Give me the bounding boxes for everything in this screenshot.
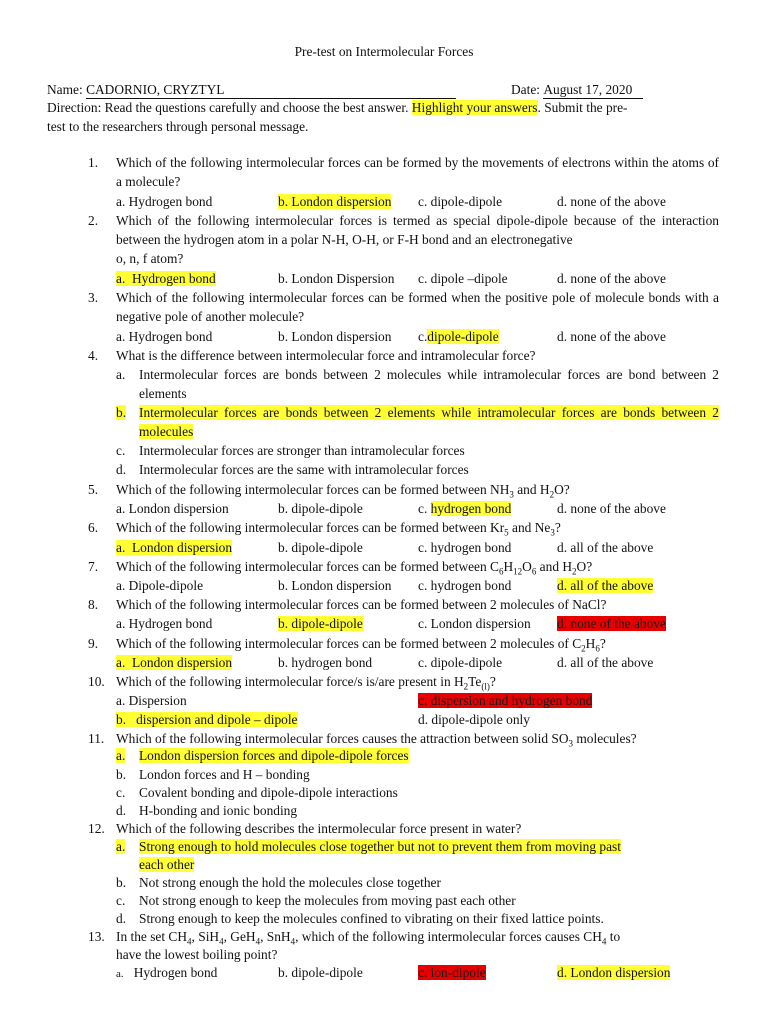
q8-number: 8. (88, 597, 99, 612)
q1-number: 1. (88, 155, 99, 170)
q11-option-d: H-bonding and ionic bonding (139, 803, 298, 818)
q2-option-c: c. dipole –dipole (418, 271, 508, 286)
q5-option-b: b. dipole-dipole (278, 501, 363, 516)
q8-text: Which of the following intermolecular forces can be formed between 2 molecules of NaCl? (116, 597, 607, 612)
name-value: CADORNIO, CRYZTYL (86, 82, 225, 97)
q12-option-d-letter: d. (116, 911, 127, 926)
directions-line-2: test to the researchers through personal message. (47, 119, 309, 134)
q4-option-b-letter: b. (116, 405, 127, 420)
q9-text: Which of the following intermolecular forces can be formed between 2 molecules of $C_2H_6$? (116, 636, 606, 654)
date-field (543, 82, 643, 99)
q12-option-c-letter: c. (116, 893, 126, 908)
q9-option-d: d. all of the above (557, 655, 654, 670)
q11-option-c: Covalent bonding and dipole-dipole interactions (139, 785, 398, 800)
q1-option-b-answer: b. London dispersion (278, 194, 392, 209)
q10-option-b-answer: dispersion and dipole – dipole (136, 712, 298, 727)
q12-option-b-letter: b. (116, 875, 127, 890)
q11-number: 11. (88, 731, 105, 746)
q7-option-b: b. London dispersion (278, 578, 392, 593)
q9-option-c: c. dipole-dipole (418, 655, 503, 670)
q12-text: Which of the following describes the intermolecular force present in water? (116, 821, 522, 836)
q1-text: Which of the following intermolecular forces can be formed by the movements of electrons within the atoms of a molecule? (116, 155, 719, 190)
q10-option-c-marked: dispersion and hydrogen bond (427, 693, 593, 708)
q8-option-a: a. Hydrogen bond (116, 616, 213, 631)
q4-option-c-letter: c. (116, 443, 126, 458)
q11-option-b-letter: b. (116, 767, 127, 782)
q12-option-d: Strong enough to keep the molecules confined to vibrating on their fixed lattice points. (139, 911, 604, 926)
q7-option-d-answer: d. all of the above (557, 578, 654, 593)
q13-option-a: Hydrogen bond (133, 965, 218, 980)
q2-option-d: d. none of the above (557, 271, 666, 286)
q4-option-b-answer: Intermolecular forces are bonds between 2 elements while intramolecular forces are bonds between 2 molecules (139, 405, 719, 440)
q12-option-a-answer-cont: each other (139, 857, 195, 872)
q5-option-a: a. London dispersion (116, 501, 229, 516)
q6-number: 6. (88, 520, 99, 535)
q7-number: 7. (88, 559, 99, 574)
q11-option-c-letter: c. (116, 785, 126, 800)
page-title: Pre-test on Intermolecular Forces (294, 44, 474, 59)
q4-number: 4. (88, 348, 99, 363)
q2-text-2: o, n, f atom? (116, 251, 184, 266)
q1-option-c: c. dipole-dipole (418, 194, 503, 209)
q1-option-a: a. Hydrogen bond (116, 194, 213, 209)
direction-text-end: . Submit the pre- (537, 100, 628, 115)
q1-option-d: d. none of the above (557, 194, 666, 209)
q3-option-c-answer: dipole-dipole (427, 329, 499, 344)
q4-option-d-letter: d. (116, 462, 127, 477)
q7-option-a: a. Dipole-dipole (116, 578, 204, 593)
q9-number: 9. (88, 636, 99, 651)
q13-option-d-answer: d. London dispersion (557, 965, 671, 980)
q13-text-2: have the lowest boiling point? (116, 947, 278, 962)
q2-option-a-letter: a. (116, 271, 126, 286)
q4-option-a: Intermolecular forces are bonds between 2 molecules while intramolecular forces are bond between 2 elements (139, 367, 719, 402)
q8-option-b-answer: b. dipole-dipole (278, 616, 363, 631)
q5-number: 5. (88, 482, 99, 497)
q6-text: Which of the following intermolecular forces can be formed between $Kr_5$ and $Ne_3$? (116, 520, 561, 538)
q13-number: 13. (88, 929, 105, 944)
q2-number: 2. (88, 213, 99, 228)
q3-option-c-letter: c. (418, 329, 428, 344)
name-field (86, 82, 456, 99)
q3-option-b: b. London dispersion (278, 329, 392, 344)
date-label: Date: (511, 82, 540, 97)
q13-text: In the set $CH_4$, SiH$_4$, GeH$_4$, SnH$_4$, which of the following intermolecular forces causes $CH_4$ to (116, 929, 621, 947)
q13-option-c-marked: c. ion-dipole (418, 965, 486, 980)
q7-text: Which of the following intermolecular forces can be formed between $C_6H_{12}O_6$ and $H_2O$? (116, 559, 593, 577)
q8-option-c: c. London dispersion (418, 616, 531, 631)
q9-option-b: b. hydrogen bond (278, 655, 373, 670)
q12-number: 12. (88, 821, 105, 836)
directions-line-1 (47, 98, 719, 117)
q11-option-b: London forces and H – bonding (139, 767, 310, 782)
direction-highlight: Highlight your answers (411, 100, 538, 115)
q6-option-d: d. all of the above (557, 540, 654, 555)
name-date-row (47, 80, 719, 99)
q12-option-b: Not strong enough the hold the molecules close together (139, 875, 441, 890)
q3-text: Which of the following intermolecular forces can be formed when the positive pole of molecule bonds with a negative pole of another molecule? (116, 290, 719, 325)
date-value: August 17, 2020 (543, 82, 633, 97)
q5-option-c-letter: c. (418, 501, 428, 516)
q5-text: Which of the following intermolecular forces can be formed between $NH_3$ and $H_2O$? (116, 482, 570, 500)
q10-option-c-letter: c. (418, 693, 428, 708)
q9-option-a-answer: London dispersion (132, 655, 233, 670)
q5-option-d: d. none of the above (557, 501, 666, 516)
q8-option-d-marked: d. none of the above (557, 616, 666, 631)
q6-option-c: c. hydrogen bond (418, 540, 512, 555)
q3-option-d: d. none of the above (557, 329, 666, 344)
date-group (511, 80, 643, 99)
q12-option-c: Not strong enough to keep the molecules from moving past each other (139, 893, 516, 908)
q6-option-a-answer: London dispersion (132, 540, 233, 555)
q12-option-a-answer: Strong enough to hold molecules close together but not to prevent them from moving past (139, 839, 621, 854)
q2-text: Which of the following intermolecular forces is termed as special dipole-dipole because of the interaction between the hydrogen atom in a polar N-H, O-H, or F-H bond and an electronegative (116, 213, 719, 248)
q11-option-a-answer: London dispersion forces and dipole-dipole forces (139, 748, 409, 763)
q9-option-a-letter: a. (116, 655, 126, 670)
q2-option-b: b. London Dispersion (278, 271, 395, 286)
q13-option-a-letter: a. (116, 968, 124, 980)
q3-number: 3. (88, 290, 99, 305)
q3-option-a: a. Hydrogen bond (116, 329, 213, 344)
q11-option-d-letter: d. (116, 803, 127, 818)
q10-option-b-letter: b. (116, 712, 127, 727)
q12-option-a-letter: a. (116, 839, 126, 854)
q10-number: 10. (88, 674, 105, 689)
q4-option-a-letter: a. (116, 367, 126, 382)
q5-option-c-answer: hydrogen bond (430, 501, 512, 516)
q4-text: What is the difference between intermolecular force and intramolecular force? (116, 348, 536, 363)
q7-option-c: c. hydrogen bond (418, 578, 512, 593)
q4-option-c: Intermolecular forces are stronger than intramolecular forces (139, 443, 465, 458)
q10-text: Which of the following intermolecular force/s is/are present in $H_2Te_{(l)}$? (116, 674, 496, 692)
q6-option-a-letter: a. (116, 540, 126, 555)
q11-option-a-letter: a. (116, 748, 126, 763)
q4-option-d: Intermolecular forces are the same with intramolecular forces (139, 462, 469, 477)
q6-option-b: b. dipole-dipole (278, 540, 363, 555)
q10-option-d: d. dipole-dipole only (418, 712, 530, 727)
q11-text: Which of the following intermolecular forces causes the attraction between solid $SO_3$ molecules? (116, 731, 637, 749)
direction-text: Direction: Read the questions carefully and choose the best answer. (47, 100, 409, 115)
q13-option-b: b. dipole-dipole (278, 965, 363, 980)
q10-option-a: a. Dispersion (116, 693, 187, 708)
q2-option-a-answer: Hydrogen bond (132, 271, 216, 286)
name-label: Name: (47, 82, 83, 97)
